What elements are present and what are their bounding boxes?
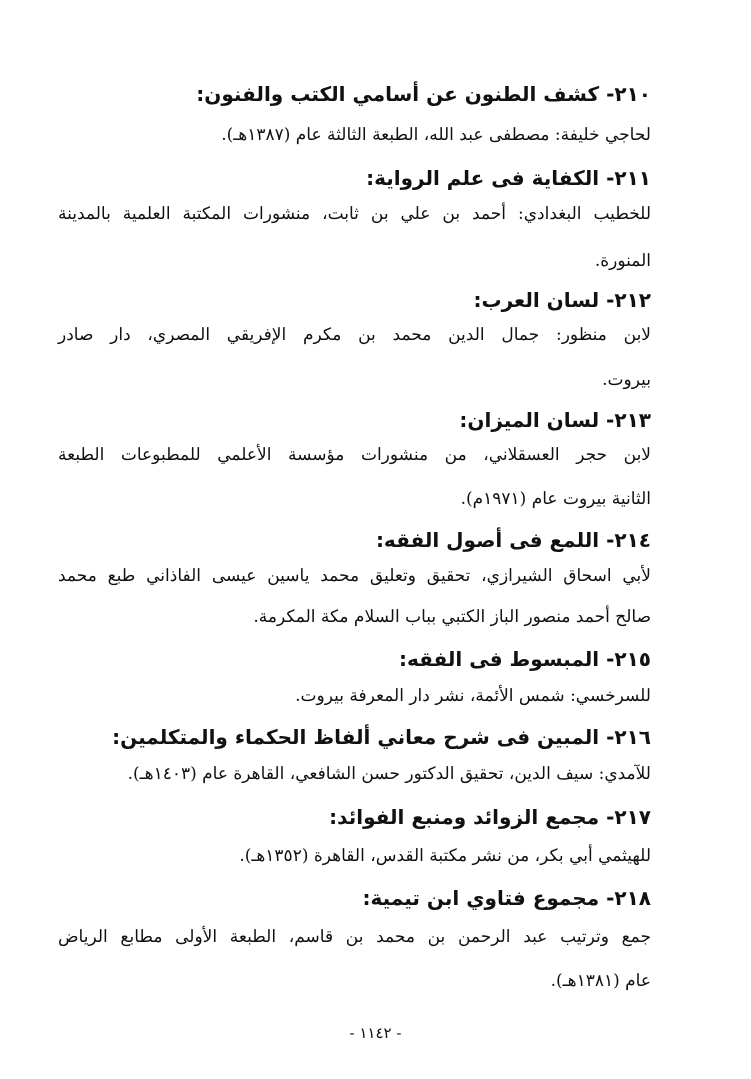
entry-text: جمع وترتيب عبد الرحمن بن محمد بن قاسم، الطبعة الأولى مطابع الرياض [58,927,651,947]
entry-text: الثانية بيروت عام (١٩٧١م). [460,489,651,509]
entry-heading: ٢١٥- المبسوط فى الفقه: [398,647,651,671]
entry-text: بيروت. [602,370,651,390]
entry-heading: ٢١٦- المبين فى شرح معاني ألفاظ الحكماء والمتكلمين: [112,725,651,749]
entry-heading: ٢١٧- مجمع الزوائد ومنبع الفوائد: [329,805,651,829]
entry-text: للآمدي: سيف الدين، تحقيق الدكتور حسن الشافعي، القاهرة عام (١٤٠٣هـ). [127,764,651,784]
entry-text: المنورة. [594,251,651,271]
entry-heading: ٢١١- الكفاية فى علم الرواية: [366,166,651,190]
entry-heading: ٢١٤- اللمع فى أصول الفقه: [375,528,651,552]
entry-text: عام (١٣٨١هـ). [550,971,651,991]
entry-text: للخطيب البغدادي: أحمد بن علي بن ثابت، منشورات المكتبة العلمية بالمدينة [58,204,651,224]
entry-heading: ٢١٢- لسان العرب: [473,288,651,312]
entry-text: لابن حجر العسقلاني، من منشورات مؤسسة الأعلمي للمطبوعات الطبعة [58,445,651,465]
entry-text: لحاجي خليفة: مصطفى عبد الله، الطبعة الثالثة عام (١٣٨٧هـ). [221,125,651,145]
entry-heading: ٢١٣- لسان الميزان: [459,408,651,432]
entry-text: للسرخسي: شمس الأئمة، نشر دار المعرفة بيروت. [295,686,651,706]
entry-text: للهيثمي أبي بكر، من نشر مكتبة القدس، القاهرة (١٣٥٢هـ). [239,846,651,866]
entry-heading: ٢١٠- كشف الطنون عن أسامي الكتب والفنون: [196,82,651,106]
entry-heading: ٢١٨- مجموع فتاوي ابن تيمية: [362,886,651,910]
entry-text: صالح أحمد منصور الباز الكتبي بباب السلام مكة المكرمة. [253,607,651,627]
page-number: - ١١٤٢ - [349,1024,402,1042]
entry-text: لابن منظور: جمال الدين محمد بن مكرم الإفريقي المصري، دار صادر [58,325,651,345]
entry-text: لأبي اسحاق الشيرازي، تحقيق وتعليق محمد ياسين عيسى الفاذاني طبع محمد [58,566,651,586]
